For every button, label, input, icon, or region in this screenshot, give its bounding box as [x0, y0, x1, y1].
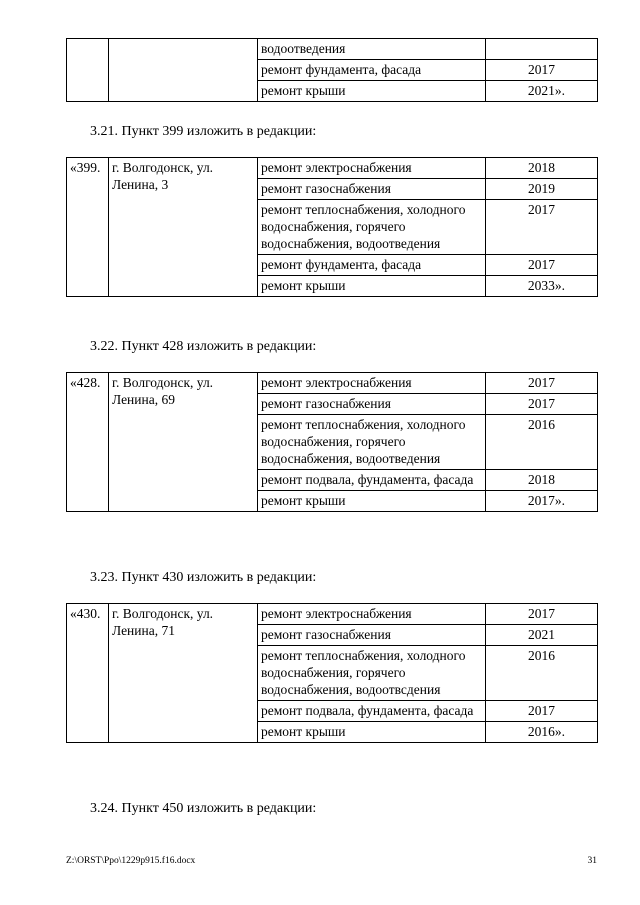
num-cell: «430.: [67, 604, 109, 743]
year-cell: 2017».: [486, 491, 598, 512]
year-cell: 2017: [486, 373, 598, 394]
section-table: [66, 603, 598, 743]
work-cell: ремонт электроснабжения: [258, 158, 486, 179]
work-cell: ремонт крыши: [258, 81, 486, 102]
year-cell: 2033».: [486, 276, 598, 297]
work-cell: водоотведения: [258, 39, 486, 60]
table-row: [67, 158, 598, 179]
work-cell: ремонт подвала, фундамента, фасада: [258, 470, 486, 491]
year-cell: 2021: [486, 625, 598, 646]
year-cell: 2017: [486, 394, 598, 415]
work-cell: ремонт фундамента, фасада: [258, 255, 486, 276]
work-cell: ремонт электроснабжения: [258, 604, 486, 625]
file-path: Z:\ORST\Ppo\1229p915.f16.docx: [66, 856, 196, 866]
year-cell: 2016: [486, 415, 598, 470]
year-cell: 2018: [486, 158, 598, 179]
work-cell: ремонт крыши: [258, 276, 486, 297]
address-cell: г. Волгодонск, ул. Ленина, 3: [109, 158, 258, 297]
num-cell: «428.: [67, 373, 109, 512]
section-heading: 3.22. Пункт 428 изложить в редакции:: [90, 339, 317, 354]
work-cell: ремонт крыши: [258, 722, 486, 743]
address-cell: г. Волгодонск, ул. Ленина, 69: [109, 373, 258, 512]
year-cell: [486, 39, 598, 60]
continuation-table: [66, 38, 598, 102]
work-cell: ремонт газоснабжения: [258, 179, 486, 200]
work-cell: ремонт газоснабжения: [258, 625, 486, 646]
work-cell: ремонт подвала, фундамента, фасада: [258, 701, 486, 722]
year-cell: 2019: [486, 179, 598, 200]
num-cell: [67, 39, 109, 102]
work-cell: ремонт фундамента, фасада: [258, 60, 486, 81]
section-table: [66, 372, 598, 512]
section-heading: 3.21. Пункт 399 изложить в редакции:: [90, 124, 317, 139]
year-cell: 2017: [486, 701, 598, 722]
section-heading: 3.23. Пункт 430 изложить в редакции:: [90, 570, 317, 585]
table-row: [67, 39, 598, 60]
work-cell: ремонт газоснабжения: [258, 394, 486, 415]
work-cell: ремонт теплоснабжения, холодного водоснабжения, горячего водоснабжения, водоотведения: [258, 200, 486, 255]
year-cell: 2018: [486, 470, 598, 491]
num-cell: «399.: [67, 158, 109, 297]
table-row: [67, 604, 598, 625]
work-cell: ремонт крыши: [258, 491, 486, 512]
year-cell: 2016: [486, 646, 598, 701]
section-table: [66, 157, 598, 297]
year-cell: 2017: [486, 200, 598, 255]
table-row: [67, 373, 598, 394]
year-cell: 2021».: [486, 81, 598, 102]
year-cell: 2017: [486, 60, 598, 81]
year-cell: 2016».: [486, 722, 598, 743]
page-number: 31: [587, 856, 597, 866]
section-heading: 3.24. Пункт 450 изложить в редакции:: [90, 801, 317, 816]
work-cell: ремонт теплоснабжения, холодного водоснабжения, горячего водоснабжения, водоотведения: [258, 415, 486, 470]
work-cell: ремонт электроснабжения: [258, 373, 486, 394]
address-cell: [109, 39, 258, 102]
year-cell: 2017: [486, 604, 598, 625]
address-cell: г. Волгодонск, ул. Ленина, 71: [109, 604, 258, 743]
year-cell: 2017: [486, 255, 598, 276]
work-cell: ремонт теплоснабжения, холодного водоснабжения, горячего водоснабжения, водоотвсдения: [258, 646, 486, 701]
